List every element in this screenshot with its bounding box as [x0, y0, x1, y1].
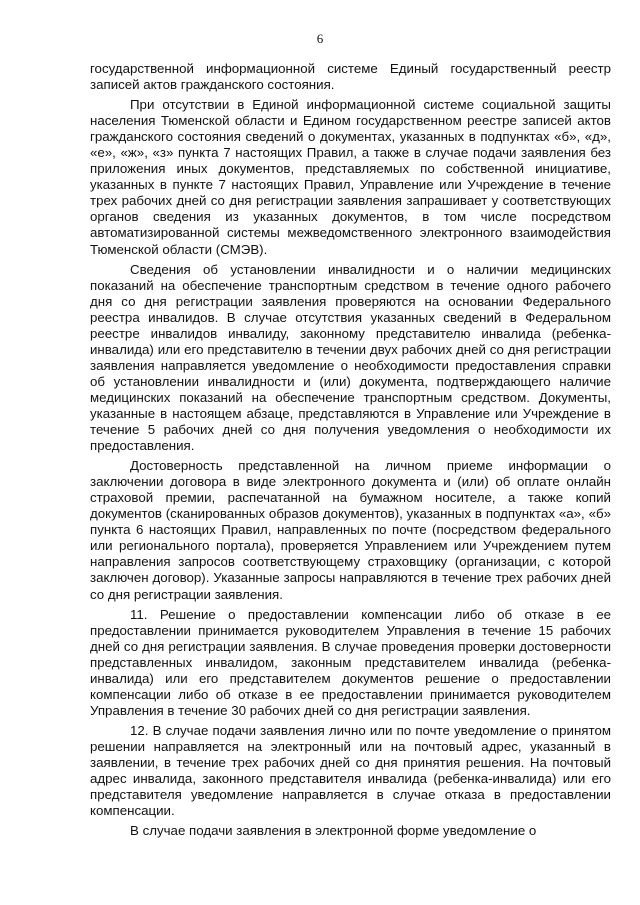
paragraph-continuation: государственной информационной системе Единый государственный реестр записей актов гражданского состояния.	[90, 61, 611, 93]
paragraph-electronic-notice: В случае подачи заявления в электронной форме уведомление о	[130, 823, 537, 839]
paragraph-item-11: 11. Решение о предоставлении компенсации либо об отказе в ее предоставлении принимается руководителем Управления в течение 15 рабочих дней со дня регистрации заявления. В случае проведения проверки достоверности представленных инвалидом, законным представителем инвалида (ребенка-инвалида) или его представителем документов решение о предоставлении компенсации либо об отказе в ее предоставлении принимается руководителем Управления в течение 30 рабочих дней со дня регистрации заявления.	[90, 606, 611, 718]
page-number: 6	[316, 31, 324, 46]
paragraph-disability-verification: Сведения об установлении инвалидности и о наличии медицинских показаний на обеспечение транспортным средством в течение одного рабочего дня со дня регистрации заявления проверяются на основании Федерального реестра инвалидов. В случае отсутствия указанных сведений в Федеральном реестре инвалидов инвалиду, законному представителю инвалида (ребенка-инвалида) или его представителю в течении двух рабочих дней со дня регистрации заявления направляется уведомление о необходимости предоставления справки об установлении инвалидности и (или) документа, подтверждающего наличие медицинских показаний на обеспечение транспортным средством. Документы, указанные в настоящем абзаце, представляются в Управление или Учреждение в течение 5 рабочих дней со дня получения уведомления о необходимости их предоставления.	[90, 261, 611, 454]
document-body	[90, 61, 611, 839]
paragraph-item-12: 12. В случае подачи заявления лично или по почте уведомление о принятом решении направляется на электронный или на почтовый адрес, указанный в заявлении, в течение трех рабочих дней со дня принятия решения. На почтовый адрес инвалида, законного представителя инвалида (ребенка-инвалида) или его представителя уведомление направляется в случае отказа в предоставлении компенсации.	[90, 722, 611, 819]
paragraph-smev-requests: При отсутствии в Единой информационной системе социальной защиты населения Тюменской области и Едином государственном реестре записей актов гражданского состояния сведений о документах, указанных в подпунктах «б», «д», «е», «ж», «з» пункта 7 настоящих Правил, а также в случае подачи заявления без приложения иных документов, представляемых по собственной инициативе, указанных в пункте 7 настоящих Правил, Управление или Учреждение в течение трех рабочих дней со дня регистрации заявления запрашивает у соответствующих органов сведения из указанных документов, в том числе посредством автоматизированной системы межведомственного электронного взаимодействия Тюменской области (СМЭВ).	[90, 97, 611, 257]
paragraph-insurance-verification: Достоверность представленной на личном приеме информации о заключении договора в виде электронного документа и (или) об оплате онлайн страховой премии, распечатанной на бумажном носителе, а также копий документов (сканированных образов документов), указанных в подпунктах «а», «б» пункта 6 настоящих Правил, направленных по почте (посредством федерального или регионального портала), проверяется Управлением или Учреждением путем направления запросов соответствующему страховщику (организации, с которой заключен договор). Указанные запросы направляются в течение трех рабочих дней со дня регистрации заявления.	[90, 458, 611, 602]
